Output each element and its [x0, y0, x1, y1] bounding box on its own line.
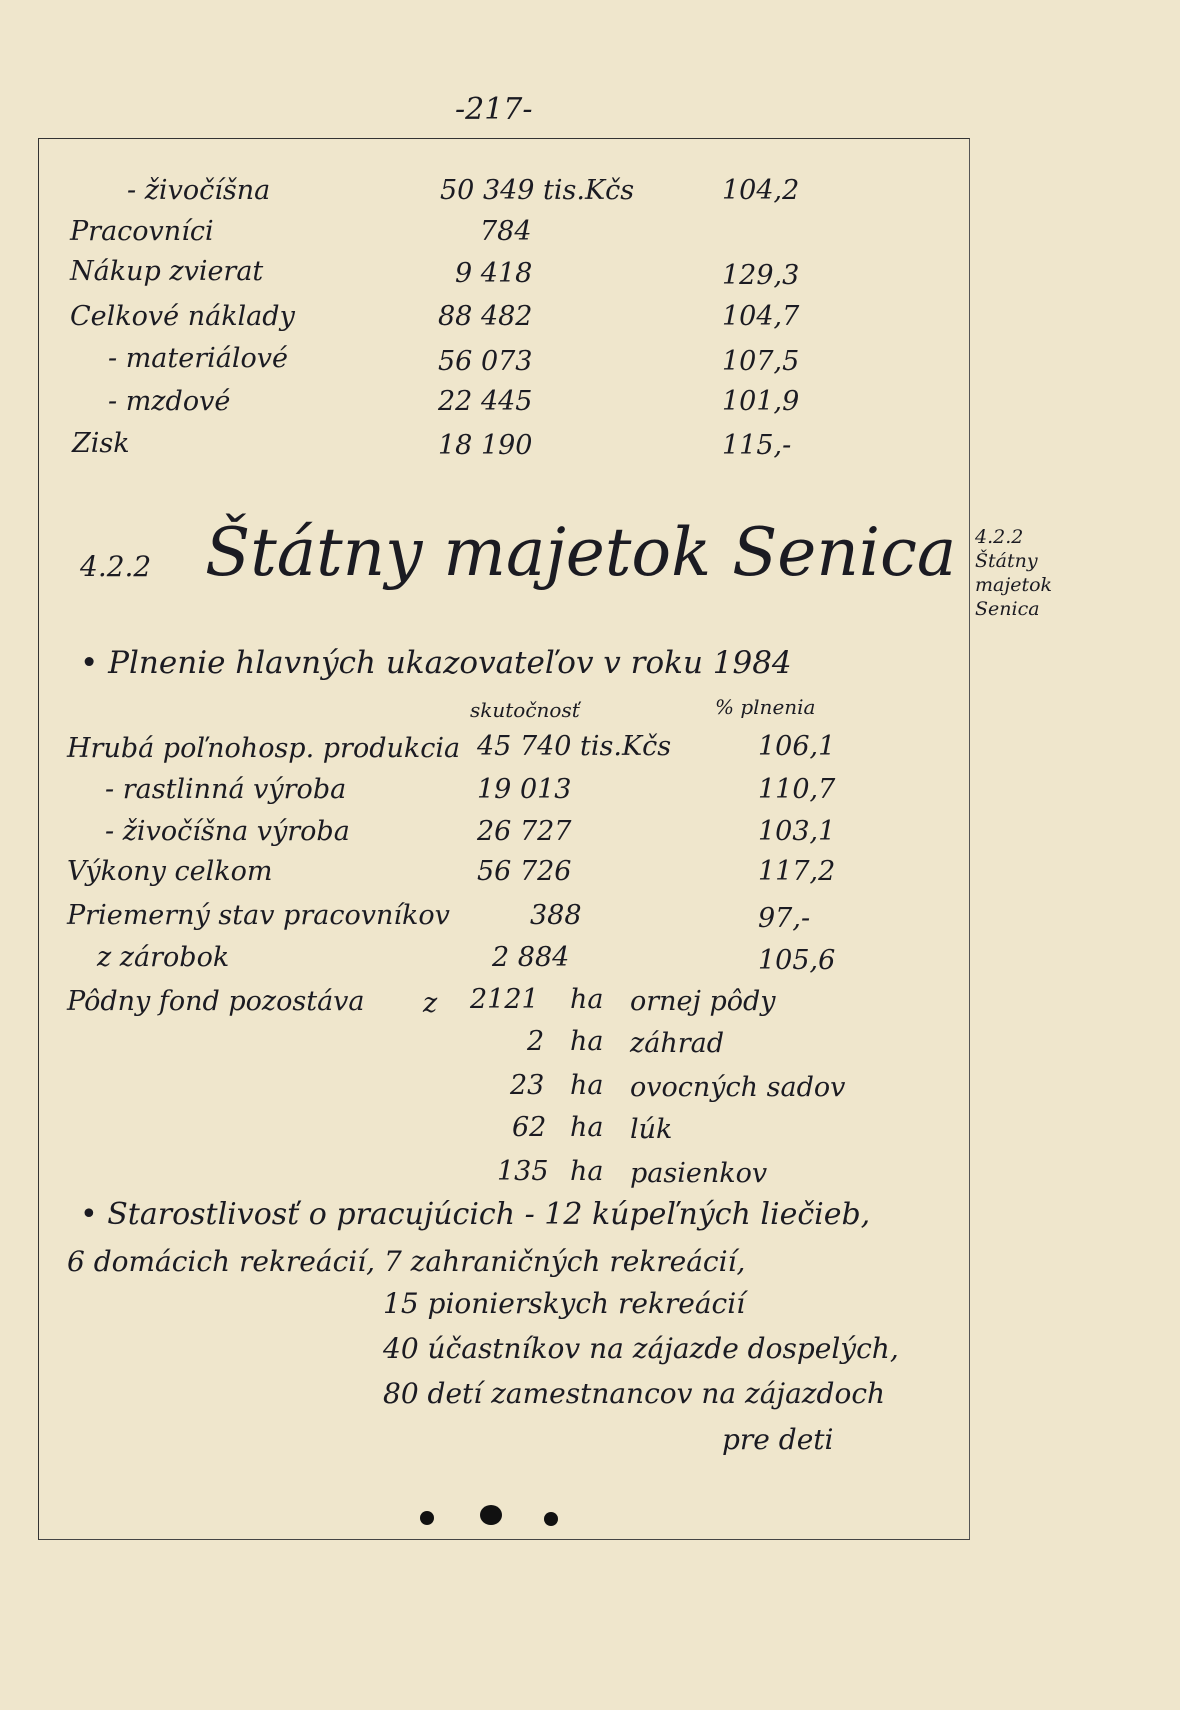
row-pct: 106,1	[758, 731, 836, 762]
ornament-dots	[418, 1503, 568, 1533]
row-value: 2 884	[492, 942, 570, 973]
row-value: 88 482	[438, 301, 533, 332]
row-value: 26 727	[477, 816, 572, 847]
row-label: z zárobok	[97, 942, 230, 973]
row-value: 56 726	[477, 856, 572, 887]
dot	[480, 1505, 502, 1525]
land-value: 23	[510, 1070, 545, 1101]
bullet-plnenie: • Plnenie hlavných ukazovateľov v roku 1984	[80, 645, 792, 681]
margin-note-line: Štátny	[975, 550, 1038, 572]
margin-note-line: majetok	[975, 574, 1053, 596]
care-line: 40 účastníkov na zájazde dospelých,	[383, 1332, 899, 1365]
row-label: Pracovníci	[70, 216, 214, 247]
land-value: 2121	[470, 984, 539, 1015]
land-type: záhrad	[630, 1028, 724, 1059]
land-z: z	[423, 988, 438, 1019]
row-value: 388	[530, 900, 582, 931]
land-type: lúk	[630, 1114, 673, 1145]
row-pct: 129,3	[722, 260, 800, 291]
row-value: 56 073	[438, 346, 533, 377]
row-label: - živočíšna	[127, 175, 271, 206]
row-value: 18 190	[438, 430, 533, 461]
care-line: • Starostlivosť o pracujúcich - 12 kúpeľných liečieb,	[80, 1197, 871, 1232]
margin-note-line: Senica	[975, 598, 1040, 620]
row-label: - mzdové	[108, 386, 231, 417]
row-value: 22 445	[438, 386, 533, 417]
col-header-skutocnost: skutočnosť	[470, 698, 580, 722]
row-value: 784	[480, 216, 532, 247]
margin-note-line: 4.2.2	[975, 526, 1024, 548]
land-type: pasienkov	[630, 1158, 768, 1189]
row-label: Priemerný stav pracovníkov	[67, 900, 450, 931]
row-value: 50 349 tis.Kčs	[440, 175, 635, 206]
row-pct: 107,5	[722, 346, 800, 377]
care-line: 6 domácich rekreácií, 7 zahraničných rekreácií,	[67, 1245, 746, 1278]
care-line: pre deti	[722, 1423, 834, 1456]
land-value: 135	[497, 1156, 549, 1187]
dot	[420, 1511, 434, 1525]
land-value: 62	[512, 1112, 547, 1143]
row-pct: 103,1	[758, 816, 836, 847]
land-label: Pôdny fond pozostáva	[67, 986, 365, 1017]
row-value: 19 013	[477, 774, 572, 805]
land-unit: ha	[570, 1026, 604, 1057]
row-value: 45 740 tis.Kčs	[477, 731, 672, 762]
care-line: 80 detí zamestnancov na zájazdoch	[383, 1377, 886, 1410]
row-pct: 104,7	[722, 301, 800, 332]
col-header-plnenie: % plnenia	[715, 695, 816, 719]
page-number: -217-	[455, 92, 533, 127]
row-label: - živočíšna výroba	[105, 816, 350, 847]
land-unit: ha	[570, 1112, 604, 1143]
land-type: ornej pôdy	[630, 986, 776, 1017]
row-label: Celkové náklady	[70, 301, 295, 332]
row-pct: 104,2	[722, 175, 800, 206]
section-title: Štátny majetok Senica	[205, 514, 957, 591]
row-label: Hrubá poľnohosp. produkcia	[67, 733, 461, 764]
land-unit: ha	[570, 1070, 604, 1101]
section-number: 4.2.2	[80, 550, 152, 583]
row-pct: 97,-	[758, 903, 811, 934]
row-label: - rastlinná výroba	[105, 774, 347, 805]
row-label: - materiálové	[108, 343, 288, 374]
land-unit: ha	[570, 1156, 604, 1187]
land-value: 2	[527, 1026, 545, 1057]
row-pct: 115,-	[722, 430, 792, 461]
row-pct: 101,9	[722, 386, 800, 417]
row-label: Nákup zvierat	[70, 256, 264, 287]
land-unit: ha	[570, 984, 604, 1015]
row-pct: 117,2	[758, 856, 836, 887]
row-label: Zisk	[72, 428, 130, 459]
row-label: Výkony celkom	[67, 856, 273, 887]
care-line: 15 pionierskych rekreácií	[383, 1287, 746, 1320]
row-pct: 110,7	[758, 774, 836, 805]
land-type: ovocných sadov	[630, 1072, 846, 1103]
row-value: 9 418	[455, 258, 533, 289]
margin-note	[975, 525, 1052, 621]
dot	[544, 1512, 558, 1526]
row-pct: 105,6	[758, 945, 836, 976]
